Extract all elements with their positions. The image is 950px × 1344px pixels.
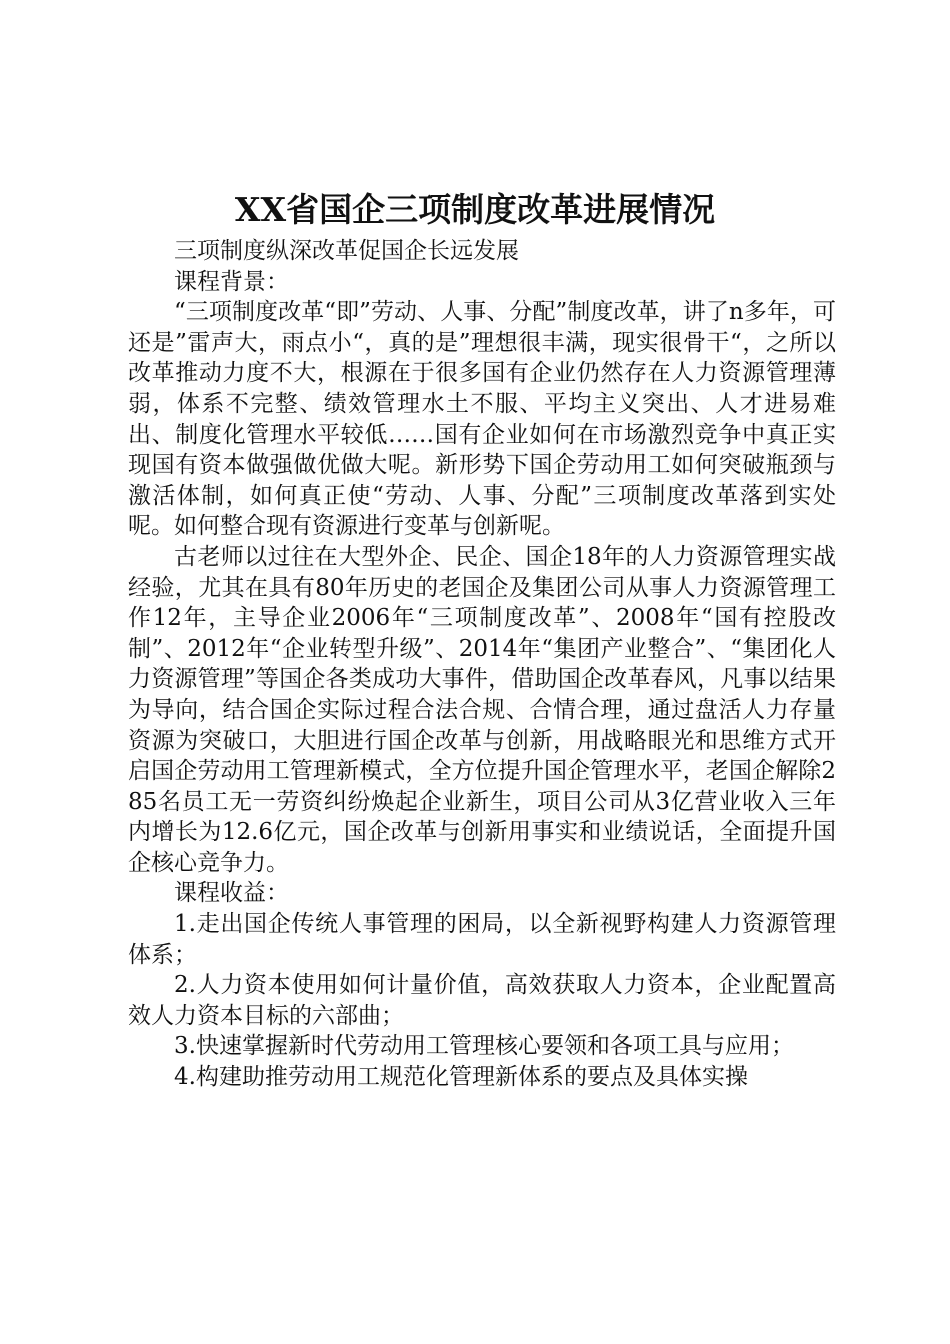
- benefit-item-3: 3.快速掌握新时代劳动用工管理核心要领和各项工具与应用；: [174, 1033, 794, 1060]
- document-title: XX省国企三项制度改革进展情况: [234, 190, 716, 229]
- section-heading-benefits: 课程收益：: [174, 880, 289, 907]
- background-paragraph: “三项制度改革“即”劳动、人事、分配”制度改革，讲了n多年，可还是”雷声大，雨点小“，真的是”理想很丰满，现实很骨干“，之所以改革推动力度不大，根源在于很多国有企业仍然存在人力资源管理薄弱，体系不完整、绩效管理水土不服、平均主义突出、人才进易难出、制度化管理水平较低……国有企业如何在市场激烈竞争中真正实现国有资本做强做优做大呢。新形势下国企劳动用工如何突破瓶颈与激活体制，如何真正使“劳动、人事、分配”三项制度改革落到实处呢。如何整合现有资源进行变革与创新呢。: [128, 299, 836, 540]
- benefit-item-2: 2.人力资本使用如何计量价值，高效获取人力资本，企业配置高效人力资本目标的六部曲；: [128, 972, 836, 1029]
- document-body: [128, 236, 836, 1093]
- benefit-item-1: 1.走出国企传统人事管理的困局，以全新视野构建人力资源管理体系；: [128, 911, 836, 968]
- subtitle-line: 三项制度纵深改革促国企长远发展: [174, 238, 519, 264]
- teacher-paragraph: 古老师以过往在大型外企、民企、国企18年的人力资源管理实战经验，尤其在具有80年历史的老国企及集团公司从事人力资源管理工作12年，主导企业2006年“三项制度改革”、2008年“国有控股改制”、2012年“企业转型升级”、2014年“集团产业整合”、“集团化人力资源管理”等国企各类成功大事件，借助国企改革春风，凡事以结果为导向，结合国企实际过程合法合规、合情合理，通过盘活人力存量资源为突破口，大胆进行国企改革与创新，用战略眼光和思维方式开启国企劳动用工管理新模式，全方位提升国企管理水平，老国企解除285名员工无一劳资纠纷焕起企业新生，项目公司从3亿营业收入三年内增长为12.6亿元，国企改革与创新用事实和业绩说话，全面提升国企核心竞争力。: [128, 543, 836, 876]
- section-heading-background: 课程背景：: [174, 268, 289, 295]
- benefit-item-4: 4.构建助推劳动用工规范化管理新体系的要点及具体实操: [174, 1064, 748, 1091]
